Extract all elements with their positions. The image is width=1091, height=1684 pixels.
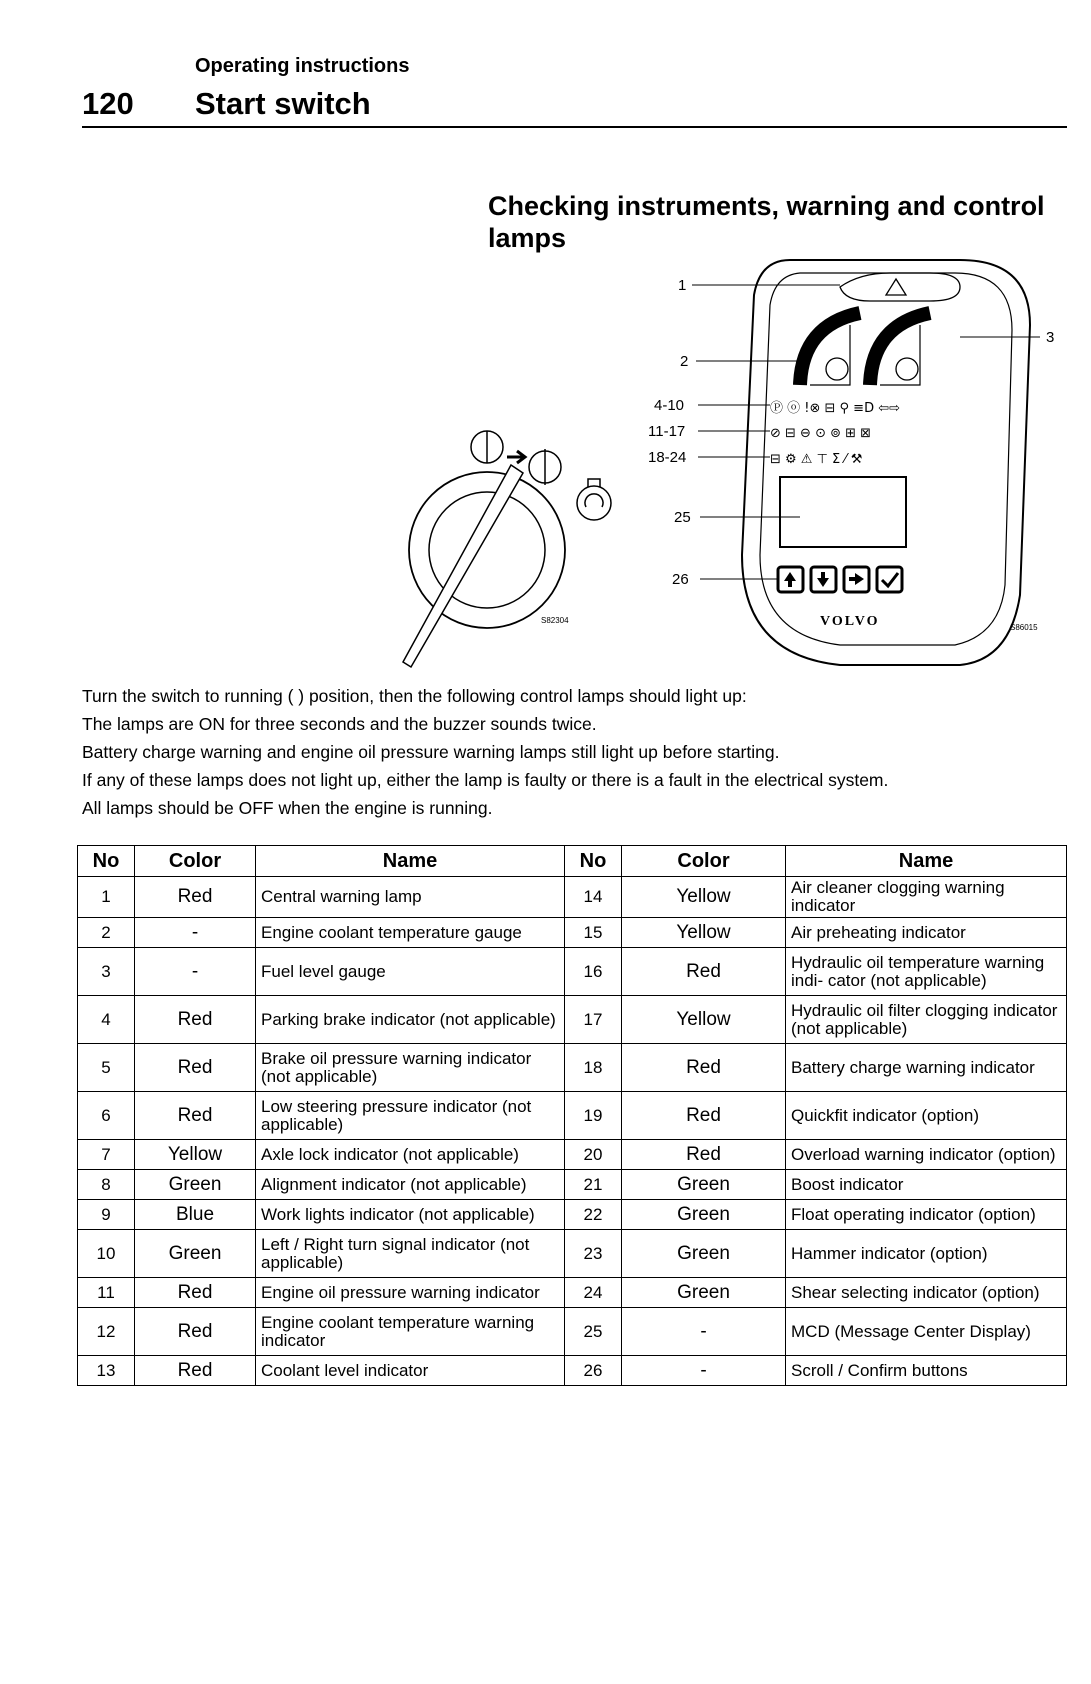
paragraph-1: Turn the switch to running ( ) position, then the following control lamps should light up:: [82, 686, 747, 706]
table-row: [78, 1044, 1067, 1092]
row-number: 19: [565, 1092, 622, 1140]
table-row: [78, 1230, 1067, 1278]
row-number: 6: [78, 1092, 135, 1140]
paragraph-3: Battery charge warning and engine oil pressure warning lamps still light up before starting.: [82, 742, 780, 762]
row-name: Float operating indicator (option): [786, 1200, 1067, 1230]
row-color: Green: [622, 1278, 786, 1308]
row-name: Hammer indicator (option): [786, 1230, 1067, 1278]
row-name: Brake oil pressure warning indicator (not applicable): [256, 1044, 565, 1092]
row-color: Red: [135, 1092, 256, 1140]
row-number: 1: [78, 877, 135, 918]
header-no-1: No: [78, 846, 135, 877]
row-color: -: [622, 1308, 786, 1356]
row-color: Yellow: [622, 996, 786, 1044]
row-name: Work lights indicator (not applicable): [256, 1200, 565, 1230]
key-icon: [403, 465, 523, 667]
central-warning-lamp: [840, 273, 960, 301]
indicator-row-4-10: Ⓟ ⓞ !⊗ ⊟ ⚲ ≡D ⇦⇨: [770, 401, 901, 416]
table-header-row: [78, 846, 1067, 877]
section-label: Operating instructions: [195, 55, 410, 77]
row-number: 16: [565, 948, 622, 996]
row-number: 14: [565, 877, 622, 918]
row-number: 17: [565, 996, 622, 1044]
row-color: Red: [622, 1092, 786, 1140]
row-color: Yellow: [622, 918, 786, 948]
row-color: Green: [622, 1170, 786, 1200]
page-number: 120: [82, 86, 134, 121]
indicator-row-11-17: ⊘ ⊟ ⊖ ⊙ ⊚ ⊞ ⊠: [770, 426, 872, 441]
row-name: Hydraulic oil filter clogging indicator (not applicable): [786, 996, 1067, 1044]
row-number: 10: [78, 1230, 135, 1278]
row-number: 25: [565, 1308, 622, 1356]
table-row: [78, 1140, 1067, 1170]
row-name: Parking brake indicator (not applicable): [256, 996, 565, 1044]
paragraph-4: If any of these lamps does not light up, either the lamp is faulty or there is a fault in the electrical system.: [82, 770, 889, 790]
row-number: 5: [78, 1044, 135, 1092]
row-number: 9: [78, 1200, 135, 1230]
table-row: [78, 1200, 1067, 1230]
header-rule: [82, 126, 1067, 128]
switch-outer-ring: [409, 472, 565, 628]
paragraph-5: All lamps should be OFF when the engine is running.: [82, 798, 493, 818]
table-row: [78, 1170, 1067, 1200]
callout-26: 26: [672, 571, 689, 588]
start-position-icon: [577, 479, 611, 520]
row-name: Quickfit indicator (option): [786, 1092, 1067, 1140]
row-number: 8: [78, 1170, 135, 1200]
row-color: Red: [135, 1278, 256, 1308]
row-color: Blue: [135, 1200, 256, 1230]
table-row: [78, 1308, 1067, 1356]
row-color: Yellow: [622, 877, 786, 918]
row-number: 20: [565, 1140, 622, 1170]
brand-logo: VOLVO: [820, 614, 880, 629]
callout-3: 3: [1046, 329, 1055, 346]
row-name: Boost indicator: [786, 1170, 1067, 1200]
warning-triangle-icon: [886, 279, 906, 295]
row-name: Fuel level gauge: [256, 948, 565, 996]
callout-4-10: 4-10: [654, 397, 685, 414]
page-title: Start switch: [195, 86, 371, 121]
callout-25: 25: [674, 509, 691, 526]
table-row: [78, 918, 1067, 948]
row-name: Engine coolant temperature gauge: [256, 918, 565, 948]
row-number: 12: [78, 1308, 135, 1356]
row-name: Engine oil pressure warning indicator: [256, 1278, 565, 1308]
row-name: Engine coolant temperature warning indicator: [256, 1308, 565, 1356]
confirm-button: [877, 567, 902, 592]
row-color: Green: [622, 1200, 786, 1230]
row-color: Green: [135, 1230, 256, 1278]
fuel-level-gauge: [870, 313, 930, 385]
row-color: Red: [622, 948, 786, 996]
row-name: Left / Right turn signal indicator (not applicable): [256, 1230, 565, 1278]
row-name: Central warning lamp: [256, 877, 565, 918]
instrument-panel-illustration: [648, 255, 1070, 685]
row-number: 18: [565, 1044, 622, 1092]
row-color: Red: [622, 1044, 786, 1092]
header-no-2: No: [565, 846, 622, 877]
header-name-1: Name: [256, 846, 565, 877]
row-name: Shear selecting indicator (option): [786, 1278, 1067, 1308]
lamp-table: [77, 845, 1067, 1386]
callout-18-24: 18-24: [648, 449, 687, 466]
row-color: Yellow: [135, 1140, 256, 1170]
row-name: Alignment indicator (not applicable): [256, 1170, 565, 1200]
row-name: Battery charge warning indicator: [786, 1044, 1067, 1092]
row-number: 4: [78, 996, 135, 1044]
row-name: Hydraulic oil temperature warning indi- cator (not applicable): [786, 948, 1067, 996]
row-number: 2: [78, 918, 135, 948]
section-heading: Checking instruments, warning and control lamps: [488, 191, 1045, 253]
message-center-display: [780, 477, 906, 547]
table-row: [78, 948, 1067, 996]
row-name: MCD (Message Center Display): [786, 1308, 1067, 1356]
indicator-rows: [770, 401, 900, 467]
row-color: Green: [622, 1230, 786, 1278]
row-number: 7: [78, 1140, 135, 1170]
row-number: 24: [565, 1278, 622, 1308]
callout-2: 2: [680, 353, 689, 370]
row-name: Low steering pressure indicator (not applicable): [256, 1092, 565, 1140]
table-row: [78, 1356, 1067, 1386]
paragraph-2: The lamps are ON for three seconds and the buzzer sounds twice.: [82, 714, 597, 734]
row-name: Air cleaner clogging warning indicator: [786, 877, 1067, 918]
coolant-temperature-gauge: [800, 313, 860, 385]
table-row: [78, 1278, 1067, 1308]
row-number: 11: [78, 1278, 135, 1308]
row-color: -: [135, 948, 256, 996]
instructions-text: [82, 682, 1072, 822]
callout-1: 1: [678, 277, 687, 294]
row-number: 22: [565, 1200, 622, 1230]
indicator-row-18-24: ⊟ ⚙ ⚠ ⊤ Σ ⁄ ⚒: [770, 452, 863, 467]
row-name: Overload warning indicator (option): [786, 1140, 1067, 1170]
figure-code-right: S86015: [1010, 623, 1038, 632]
start-switch-illustration: [405, 415, 645, 680]
header-color-2: Color: [622, 846, 786, 877]
row-color: Green: [135, 1170, 256, 1200]
row-color: Red: [135, 1044, 256, 1092]
row-number: 21: [565, 1170, 622, 1200]
arrow-icon: [507, 451, 525, 463]
row-number: 26: [565, 1356, 622, 1386]
row-number: 13: [78, 1356, 135, 1386]
table-row: [78, 996, 1067, 1044]
row-color: -: [622, 1356, 786, 1386]
table-row: [78, 877, 1067, 918]
row-color: Red: [135, 1356, 256, 1386]
table-row: [78, 1092, 1067, 1140]
row-number: 3: [78, 948, 135, 996]
row-color: Red: [135, 877, 256, 918]
row-name: Axle lock indicator (not applicable): [256, 1140, 565, 1170]
header-name-2: Name: [786, 846, 1067, 877]
figure-code-left: S82304: [541, 616, 569, 625]
header-color-1: Color: [135, 846, 256, 877]
row-color: Red: [135, 996, 256, 1044]
row-color: -: [135, 918, 256, 948]
row-color: Red: [135, 1308, 256, 1356]
row-number: 23: [565, 1230, 622, 1278]
row-color: Red: [622, 1140, 786, 1170]
row-name: Scroll / Confirm buttons: [786, 1356, 1067, 1386]
row-name: Air preheating indicator: [786, 918, 1067, 948]
row-name: Coolant level indicator: [256, 1356, 565, 1386]
callout-11-17: 11-17: [648, 423, 686, 440]
scroll-confirm-buttons: [778, 567, 902, 592]
row-number: 15: [565, 918, 622, 948]
